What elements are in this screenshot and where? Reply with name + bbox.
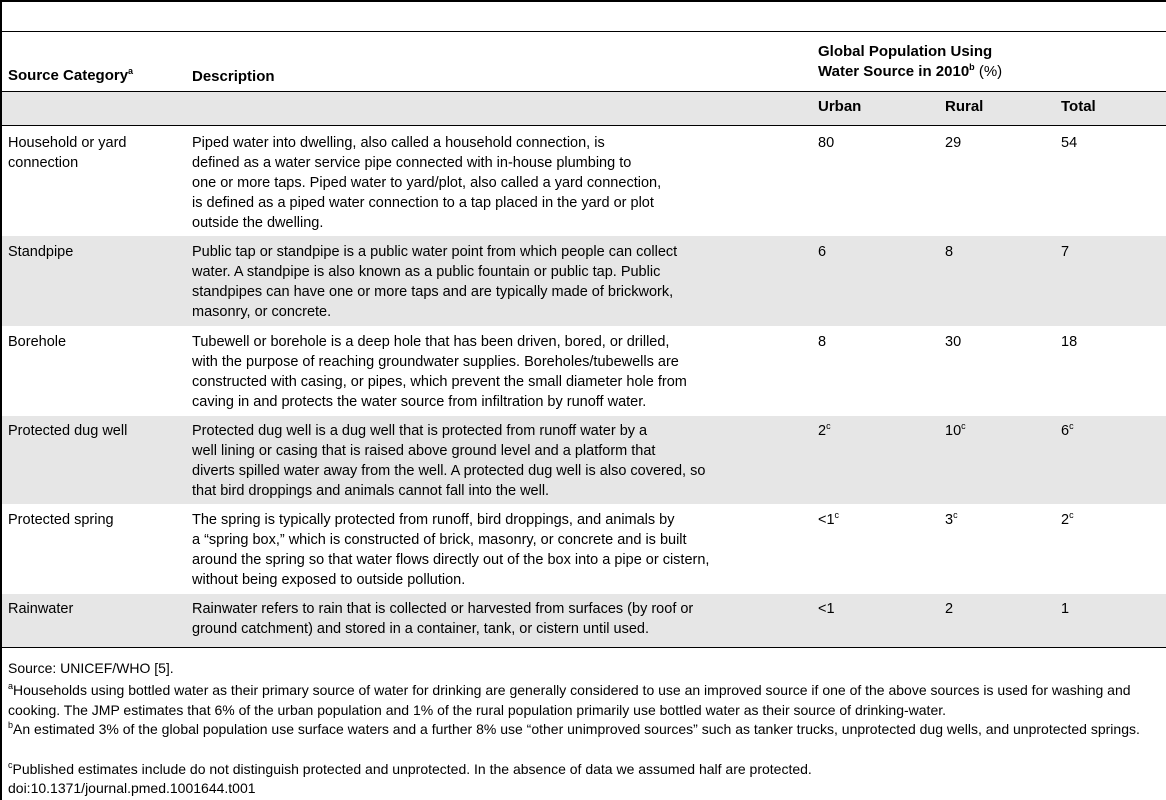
header-bottom-rule [2, 125, 1166, 126]
header-top-rule [2, 31, 1166, 32]
row-description: Public tap or standpipe is a public water point from which people can collect water. A standpipe is also known as a public fountain or public tap. Public standpipes can have one or more taps and are typically made of brickwork, masonry, or concrete. [192, 244, 678, 320]
row-description: Protected dug well is a dug well that is protected from runoff water by a well lining or casing that is raised above ground level and a platform that diverts spilled water away from the well. A protected dug well is also covered, so that bird droppings and animals cannot fall into the well. [192, 423, 706, 499]
row-rural: 3$^c$ [945, 510, 958, 528]
row-total: 7 [1061, 244, 1070, 260]
row-rural: 2 [945, 601, 954, 617]
row-urban: 6 [818, 244, 827, 260]
row-urban: 8 [818, 334, 827, 350]
row-category: Household or yard connection [8, 135, 127, 171]
row-total: 1 [1061, 601, 1070, 617]
footnote-b: $^b$An estimated 3% of the global population use surface waters and a further 8% use “other unimproved sources” such as tanker trucks, unprotected dug wells, and unprotected springs. [8, 720, 1140, 737]
table-bottom-rule [2, 647, 1166, 648]
row-category: Borehole [8, 334, 67, 350]
row-rural: 30 [945, 334, 962, 350]
row-rural: 10$^c$ [945, 421, 966, 439]
doi: doi:10.1371/journal.pmed.1001644.t001 [8, 780, 256, 796]
row-urban: 80 [818, 135, 835, 151]
row-total: 18 [1061, 334, 1078, 350]
footnote-a: $^a$Households using bottled water as their primary source of water for drinking are generally considered to use an improved source if one of the above sources is used for washing and cooking. The JMP estimates that 6% of the urban population and 1% of the rural population primarily use bottled water as their source of drinking-water. [8, 681, 1131, 718]
row-description: Tubewell or borehole is a deep hole that has been driven, bored, or drilled, with the purpose of reaching groundwater supplies. Boreholes/tubewells are constructed with casing, or pipes, which prevent the small diameter hole from caving in and protects the water source from infiltration by runoff water. [192, 334, 687, 410]
row-description: Piped water into dwelling, also called a household connection, is defined as a water service pipe connected with in-house plumbing to one or more taps. Piped water to yard/plot, also called a yard connection, is defined as a piped water connection to a tap placed in the yard or plot outside the dwelling. [192, 135, 662, 231]
header-global-population: Global Population Using Water Source in 2010$^b$ (%) [818, 43, 1003, 80]
row-category: Protected dug well [8, 423, 128, 439]
row-rural: 29 [945, 135, 962, 151]
row-urban: <1 [818, 601, 835, 617]
header-description: Description [192, 68, 275, 85]
row-category: Rainwater [8, 601, 74, 617]
header-rural: Rural [945, 98, 984, 115]
header-subrow-shade [2, 91, 1166, 125]
row-description: The spring is typically protected from runoff, bird droppings, and animals by a “spring box,” which is constructed of brick, masonry, or concrete and is built around the spring so that water flows directly out of the box into a pipe or cistern, without being exposed to outside pollution. [192, 512, 710, 588]
header-mid-rule [2, 91, 1166, 92]
row-total: 2$^c$ [1061, 510, 1074, 528]
row-total: 54 [1061, 135, 1078, 151]
row-rural: 8 [945, 244, 954, 260]
row-category: Standpipe [8, 244, 74, 260]
footnote-c: $^c$Published estimates include do not distinguish protected and unprotected. In the absence of data we assumed half are protected. [8, 760, 812, 777]
top-rule [0, 0, 1166, 2]
header-urban: Urban [818, 98, 862, 115]
row-category: Protected spring [8, 512, 114, 528]
row-description: Rainwater refers to rain that is collected or harvested from surfaces (by roof or ground catchment) and stored in a container, tank, or cistern until used. [192, 601, 694, 637]
row-urban: $<1^c$ [818, 510, 840, 528]
header-source-category: Source Category$^a$ [8, 66, 134, 84]
row-total: 6$^c$ [1061, 421, 1074, 439]
footnote-source: Source: UNICEF/WHO [5]. [8, 660, 174, 676]
header-total: Total [1061, 98, 1096, 115]
row-urban: 2$^c$ [818, 421, 831, 439]
